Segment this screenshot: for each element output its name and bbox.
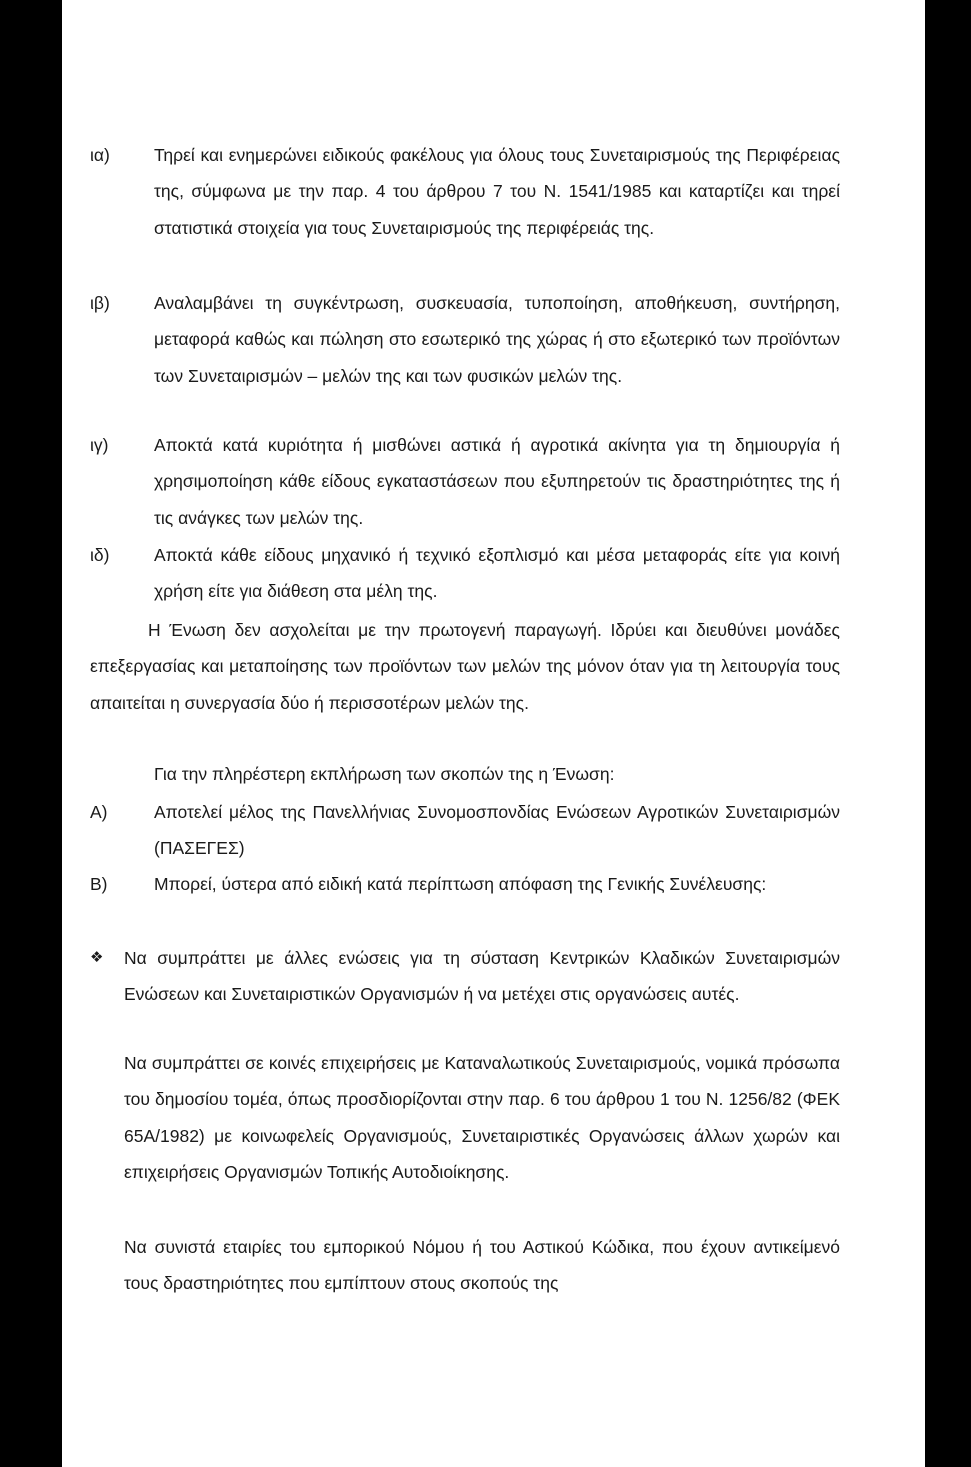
bullet-text: Να συμπράττει με άλλες ενώσεις για τη σύσταση Κεντρικών Κλαδικών Συνεταιρισμών Ενώσεων και Συνεταιριστικών Οργανισμών ή να μετέχει στις οργανώσεις αυτές.	[124, 948, 840, 1005]
diamond-bullet-icon: ❖	[90, 949, 104, 966]
document-page	[62, 0, 925, 1467]
letter-text: Μπορεί, ύστερα από ειδική κατά περίπτωση απόφαση της Γενικής Συνέλευσης:	[154, 874, 767, 894]
item-text: Αποκτά κάθε είδους μηχανικό ή τεχνικό εξοπλισμό και μέσα μεταφοράς είτε για κοινή χρήση είτε για διάθεση στα μέλη της.	[154, 545, 840, 602]
item-text: Αναλαμβάνει τη συγκέντρωση, συσκευασία, τυποποίηση, αποθήκευση, συντήρηση, μεταφορά καθώς και πώληση στο εσωτερικό της χώρας ή στο εξωτερικό των προϊόντων των Συνεταιρισμών – μελών της και των φυσικών μελών της.	[154, 293, 840, 386]
item-label: ιβ)	[90, 293, 110, 313]
item-text: Τηρεί και ενημερώνει ειδικούς φακέλους για όλους τους Συνεταιρισμούς της Περιφέρειας της, σύμφωνα με την παρ. 4 του άρθρου 7 του Ν. 1541/1985 και καταρτίζει και τηρεί στατιστικά στοιχεία για τους Συνεταιρισμούς της περιφέρειάς της.	[154, 145, 840, 238]
union-paragraph: Η Ένωση δεν ασχολείται με την πρωτογενή παραγωγή. Ιδρύει και διευθύνει μονάδες επεξεργασίας και μεταποίησης των προϊόντων των μελών της μόνον όταν για τη λειτουργία τους απαιτείται η συνεργασία δύο ή περισσοτέρων μελών της.	[90, 620, 840, 713]
item-label: ιδ)	[90, 545, 110, 565]
intro-paragraph: Για την πληρέστερη εκπλήρωση των σκοπών της η Ένωση:	[154, 764, 615, 784]
item-text: Αποκτά κατά κυριότητα ή μισθώνει αστικά ή αγροτικά ακίνητα για τη δημιουργία ή χρησιμοποίηση κάθε είδους εγκαταστάσεων που εξυπηρετούν τις δραστηριότητες της ή τις ανάγκες των μελών της.	[154, 435, 840, 528]
item-label: ιγ)	[90, 435, 109, 455]
letter-label: Α)	[90, 802, 108, 822]
item-label: ια)	[90, 145, 110, 165]
letter-label: Β)	[90, 874, 108, 894]
sub-paragraph: Να συμπράττει σε κοινές επιχειρήσεις με Καταναλωτικούς Συνεταιρισμούς, νομικά πρόσωπα του δημοσίου τομέα, όπως προσδιορίζονται στην παρ. 6 του άρθρου 1 του Ν. 1256/82 (ΦΕΚ 65Α/1982) με κοινωφελείς Οργανισμούς, Συνεταιριστικές Οργανώσεις άλλων χωρών και επιχειρήσεις Οργανισμών Τοπικής Αυτοδιοίκησης.	[124, 1053, 840, 1183]
letter-text: Αποτελεί μέλος της Πανελλήνιας Συνομοσπονδίας Ενώσεων Αγροτικών Συνεταιρισμών (ΠΑΣΕΓΕΣ)	[154, 802, 840, 859]
sub-paragraph: Να συνιστά εταιρίες του εμπορικού Νόμου ή του Αστικού Κώδικα, που έχουν αντικείμενό τους δραστηριότητες που εμπίπτουν στους σκοπούς της	[124, 1237, 840, 1294]
